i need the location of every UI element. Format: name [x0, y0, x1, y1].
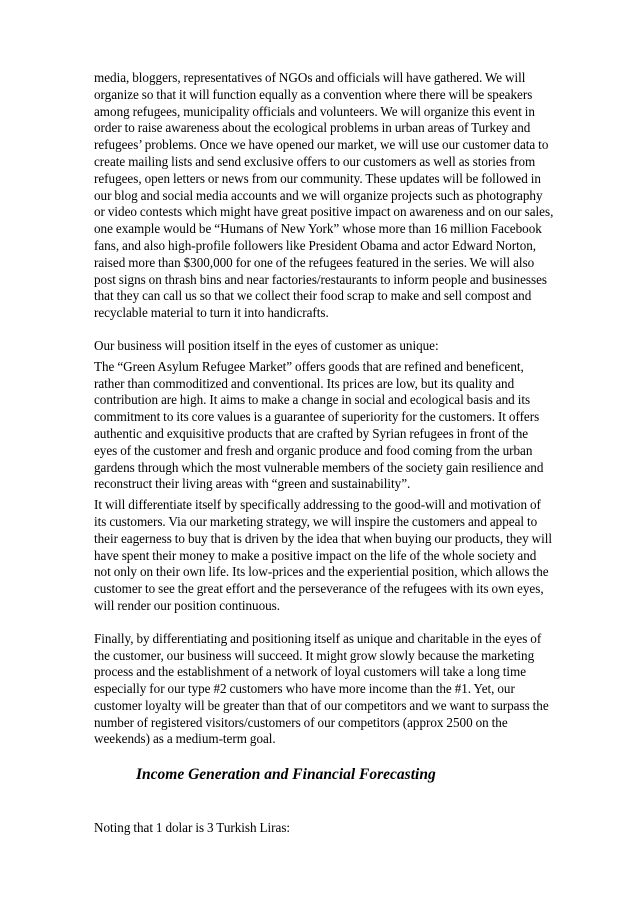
spacer [94, 785, 554, 820]
spacer [94, 322, 554, 338]
paragraph-event-and-marketing: media, bloggers, representatives of NGOs and officials will have gathered. We will organize so that it will function equally as a convention where there will be speakers among refugees, municipality officials and volunteers. We will organize this event in order to raise awareness about the ecological problems in urban areas of Turkey and refugees’ problems. Once we have opened our market, we will use our customer data to create mailing lists and send exclusive offers to our customers as well as stories from refugees, open letters or news from our community. These updates will be followed in our blog and social media accounts and we will organize projects such as photography or video contests which might have great positive impact on awareness and on our sales, one example would be “Humans of New York” whose more than 16 million Facebook fans, and also high-profile followers like President Obama and actor Edward Norton, raised more than $300,000 for one of the refugees featured in the series. We will also post signs on thrash bins and near factories/restaurants to inform people and businesses that they can call us so that we collect their food scrap to make and sell compost and recyclable material to turn it into handicrafts. [94, 70, 554, 321]
paragraph-positioning-intro: Our business will position itself in the eyes of customer as unique: [94, 337, 439, 353]
document-page [94, 70, 554, 837]
closing-line: Noting that 1 dolar is 3 Turkish Liras: [94, 820, 291, 836]
paragraph-conclusion: Finally, by differentiating and positioning itself as unique and charitable in the eyes of the customer, our business will succeed. It might grow slowly because the marketing process and the establishment of a network of loyal customers will take a long time especially for our type #2 customers who have more income than the #1. Yet, our customer loyalty will be greater than that of our competitors and we want to surpass the number of registered visitors/customers of our competitors (approx 2500 on the weekends) as a medium-term goal. [94, 630, 549, 747]
spacer [94, 748, 554, 765]
section-heading: Income Generation and Financial Forecasting [136, 766, 436, 784]
paragraph-differentiation: It will differentiate itself by specifically addressing to the good-will and motivation of its customers. Via our marketing strategy, we will inspire the customers and appeal to their eagerness to buy that is driven by the idea that when buying our products, they will have spent their money to make a positive impact on the life of the whole society and not only on their own life. Its low-prices and the experiential position, which allows the customer to see the great effort and the perseverance of the refugees with its own eyes, will render our position continuous. [94, 497, 552, 613]
paragraph-market-description: The “Green Asylum Refugee Market” offers goods that are refined and beneficent, rather than commoditized and conventional. Its prices are low, but its quality and contribution are high. It aims to make a change in social and ecological basis and its commitment to its core values is a guarantee of superiority for the customers. It offers authentic and exquisitive products that are crafted by Syrian refugees in front of the eyes of the customer and fresh and organic produce and food coming from the urban gardens through which the most vulnerable members of the society gain resilience and reconstruct their living areas with “green and sustainability”. [94, 358, 544, 492]
spacer [94, 615, 554, 631]
